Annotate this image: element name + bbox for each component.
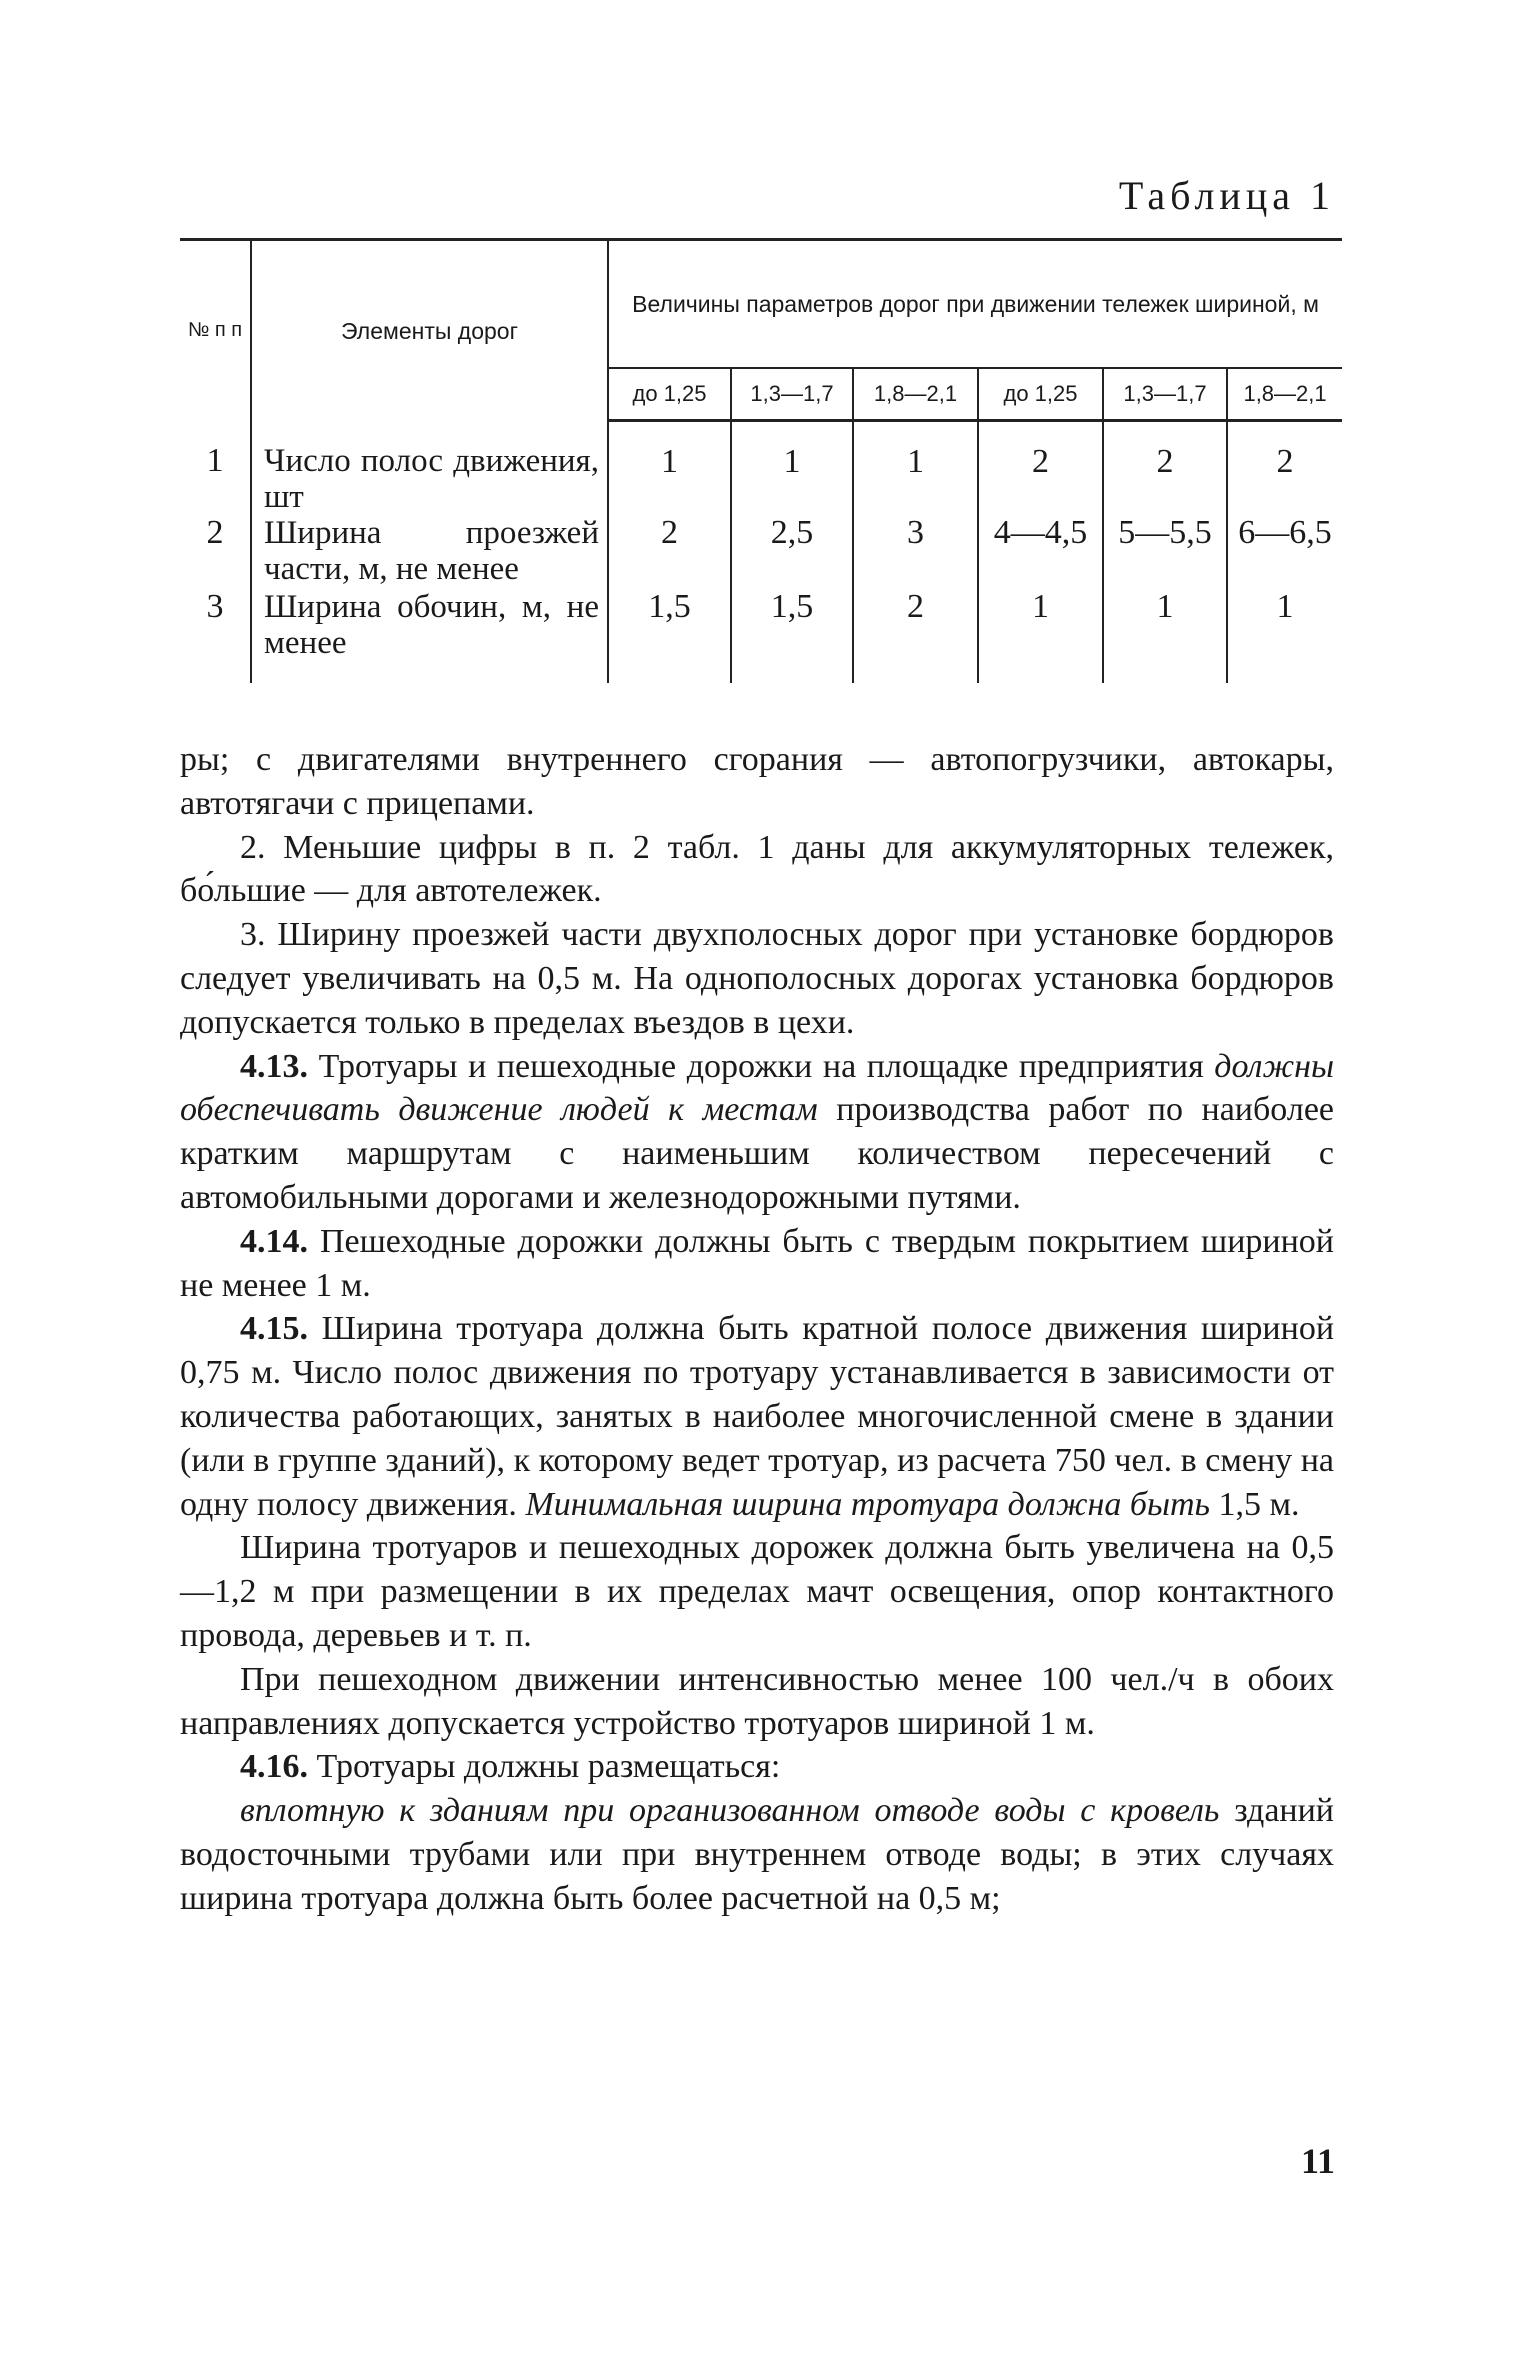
header-width-2: 1,3—1,7 (731, 368, 853, 421)
row-value: 2 (978, 421, 1103, 515)
paragraph-text: зданий водосточными трубами или при внутреннем отводе воды; в этих случаях ширина тротуара должна быть более расчетной на 0,5 м; (180, 1792, 1334, 1917)
row-value: 6—6,5 (1227, 515, 1342, 589)
row-value: 5—5,5 (1103, 515, 1227, 589)
header-width-4: до 1,25 (978, 368, 1103, 421)
header-width-5: 1,3—1,7 (1103, 368, 1227, 421)
paragraph-4-13 (180, 1045, 1334, 1220)
body-text (180, 738, 1334, 1921)
row-value: 1 (1227, 589, 1342, 683)
paragraph: 3. Ширину проезжей части двухполосных дорог при установке бордюров следует увеличивать на 0,5 м. На однополосных дорогах установка бордюров допускается только в пределах въездов в цехи. (180, 916, 1334, 1041)
paragraph-emphasis: Минимальная ширина тротуара должна быть (525, 1485, 1211, 1523)
row-element: Число полос движения, шт (251, 421, 608, 515)
paragraph-emphasis: вплотную к зданиям при организованном отводе воды с кровель (240, 1792, 1220, 1830)
clause-number: 4.16. (240, 1748, 308, 1786)
row-num: 2 (206, 513, 224, 551)
row-num: 1 (206, 441, 224, 479)
row-value: 3 (853, 515, 978, 589)
row-value: 2,5 (731, 515, 853, 589)
clause-number: 4.13. (240, 1047, 308, 1085)
table-row (180, 589, 1342, 683)
header-width-1: до 1,25 (608, 368, 731, 421)
paragraph: 2. Меньшие цифры в п. 2 табл. 1 даны для аккумуляторных тележек, бо́льшие — для автотележек. (180, 828, 1334, 910)
row-value: 2 (853, 589, 978, 683)
paragraph-text: Тротуары должны размещаться: (316, 1748, 781, 1786)
paragraph-emphasis: должны обеспечивать движение людей к местам (180, 1047, 1334, 1129)
row-value: 1,5 (608, 589, 731, 683)
paragraph-text: производства работ по наиболее кратким маршрутам с наименьшим количеством пересечений с автомобильными дорогами и железнодорожными путями. (180, 1091, 1335, 1216)
paragraph: ры; с двигателями внутреннего сгорания — автопогрузчики, автокары, автотягачи с прицепами. (180, 741, 1334, 822)
table-row (180, 421, 1342, 515)
table-header-row (180, 240, 1342, 369)
road-parameters-table (180, 238, 1342, 683)
paragraph-4-14 (180, 1220, 1334, 1308)
row-value: 2 (608, 515, 731, 589)
row-value: 1 (853, 421, 978, 515)
row-num: 3 (206, 587, 224, 625)
paragraph (180, 1789, 1334, 1920)
header-width-3: 1,8—2,1 (853, 368, 978, 421)
row-value: 1 (1103, 589, 1227, 683)
header-num: № п п (180, 240, 251, 421)
row-value: 1,5 (731, 589, 853, 683)
row-value: 2 (1103, 421, 1227, 515)
page-number: 11 (1300, 2141, 1335, 2181)
paragraph-text: Пешеходные дорожки должны быть с твердым покрытием шириной не менее 1 м. (180, 1222, 1335, 1304)
paragraph-text: Тротуары и пешеходные дорожки на площадке предприятия (318, 1047, 1204, 1085)
paragraph: Ширина тротуаров и пешеходных дорожек должна быть увеличена на 0,5—1,2 м при размещении в их пределах мачт освещения, опор контактного провода, деревьев и т. п. (180, 1529, 1334, 1654)
paragraph-4-15 (180, 1307, 1334, 1526)
header-width-6: 1,8—2,1 (1227, 368, 1342, 421)
clause-number: 4.14. (240, 1222, 308, 1260)
paragraph-text: 1,5 м. (1218, 1485, 1300, 1523)
row-value: 4—4,5 (978, 515, 1103, 589)
paragraph: При пешеходном движении интенсивностью менее 100 чел./ч в обоих направлениях допускается устройство тротуаров шириной 1 м. (180, 1660, 1334, 1742)
row-element: Ширина обочин, м, не менее (251, 589, 608, 683)
row-value: 2 (1227, 421, 1342, 515)
table-title: Таблица 1 (1118, 173, 1335, 218)
table-row (180, 515, 1342, 589)
paragraph-text: Ширина тротуара должна быть кратной полосе движения шириной 0,75 м. Число полос движения по тротуару устанавливается в зависимости от количества работающих, занятых в наиболее многочисленной смене в здании (или в группе зданий), к которому ведет тротуар, из расчета 750 чел. в смену на одну полосу движения. (180, 1310, 1335, 1523)
header-elements: Элементы дорог (251, 240, 608, 421)
paragraph-4-16 (180, 1745, 1334, 1789)
row-value: 1 (978, 589, 1103, 683)
clause-number: 4.15. (240, 1310, 308, 1348)
header-parameters: Величины параметров дорог при движении тележек шириной, м (608, 240, 1342, 369)
row-value: 1 (731, 421, 853, 515)
row-value: 1 (608, 421, 731, 515)
row-element: Ширина проезжей части, м, не менее (251, 515, 608, 589)
